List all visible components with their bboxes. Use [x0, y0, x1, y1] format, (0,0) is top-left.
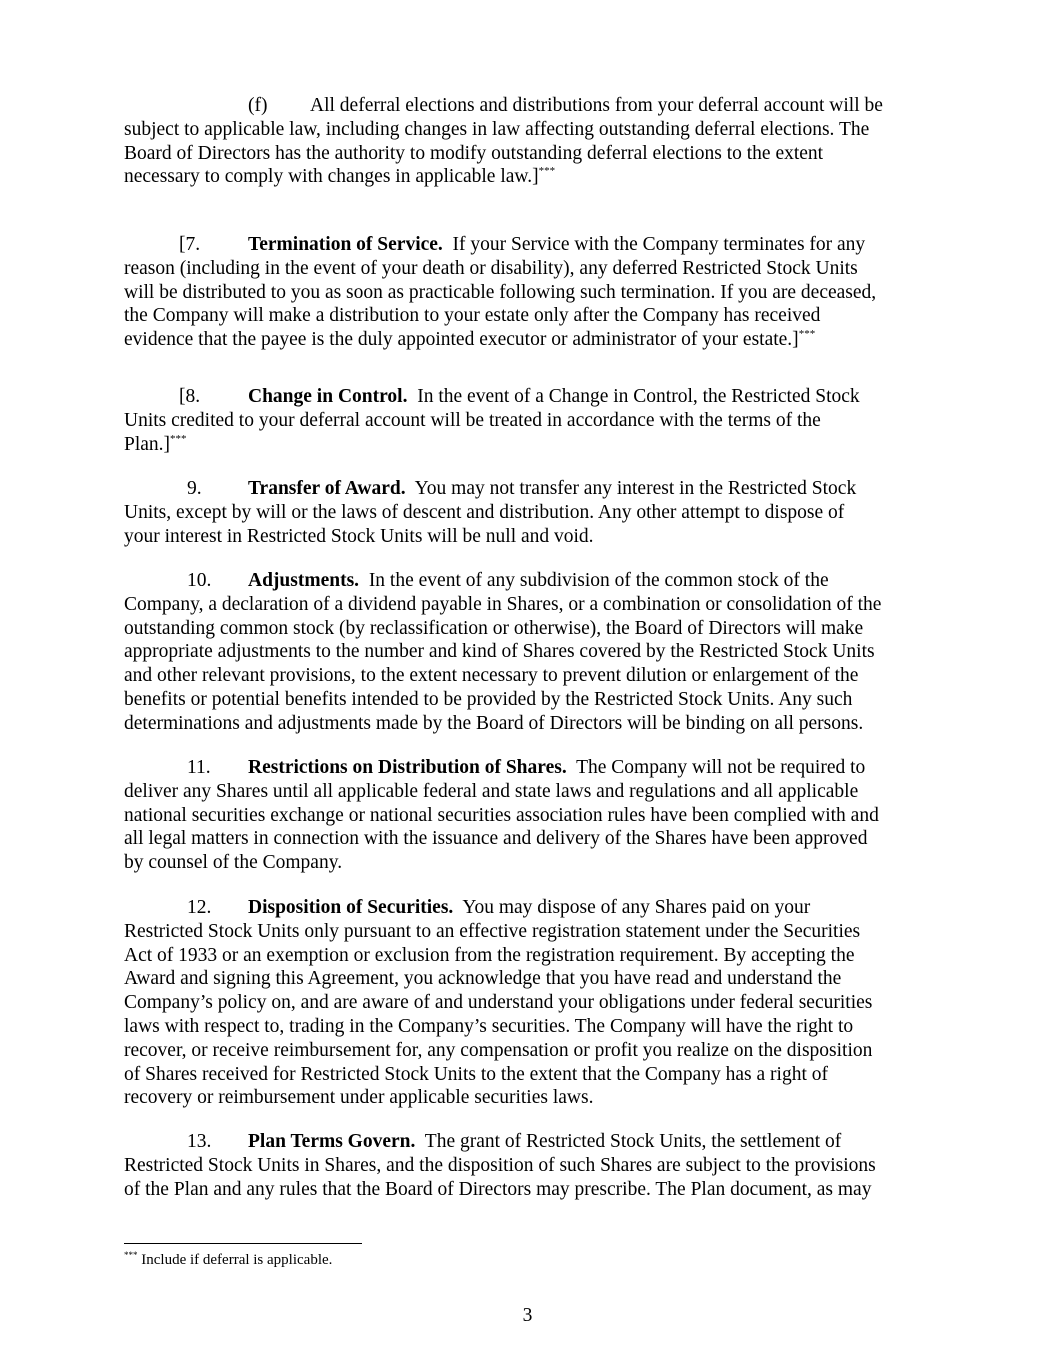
footnote-reference: ***	[538, 165, 556, 178]
paragraph-f: (f) All deferral elections and distributions from your deferral account will be subject to applicable law, including changes in law affecting outstanding deferral elections. The Board of Directors has the authority to modify outstanding deferral elections to the extent necessary to comply with changes in applicable law.]***	[124, 94, 934, 189]
section-number: 11.	[187, 757, 211, 778]
footnote-text: Include if deferral is applicable.	[141, 1252, 333, 1268]
footnote-divider	[124, 1243, 362, 1244]
section-9: 9. Transfer of Award. You may not transfer any interest in the Restricted Stock Units, except by will or the laws of descent and distribution. Any other attempt to dispose of your interest in Restricted Stock Units will be null and void.	[124, 478, 857, 547]
page-number: 3	[522, 1305, 533, 1326]
footnote-mark: ***	[124, 1250, 138, 1260]
section-heading: Termination of Service.	[248, 234, 443, 255]
section-heading: Transfer of Award.	[248, 478, 406, 499]
section-13: 13. Plan Terms Govern. The grant of Restricted Stock Units, the settlement of Restricted Stock Units in Shares, and the disposition of such Shares are subject to the provisions of the Plan and any rules that the Board of Directors may prescribe. The Plan document, as may	[124, 1131, 876, 1200]
footnote	[124, 1250, 332, 1270]
section-11: 11. Restrictions on Distribution of Shares. The Company will not be required to deliver any Shares until all applicable federal and state laws and regulations and all applicable national securities exchange or national securities association rules have been complied with and all legal matters in connection with the issuance and delivery of the Shares have been approved by counsel of the Company.	[124, 757, 879, 874]
section-heading: Plan Terms Govern.	[248, 1131, 416, 1152]
section-10: 10. Adjustments. In the event of any subdivision of the common stock of the Company, a declaration of a dividend payable in Shares, or a combination or consolidation of the outstanding common stock (by reclassification or otherwise), the Board of Directors will make appropriate adjustments to the number and kind of Shares covered by the Restricted Stock Units and other relevant provisions, to the extent necessary to prevent dilution or enlargement of the benefits or potential benefits intended to be provided by the Restricted Stock Units. Any such determinations and adjustments made by the Board of Directors will be binding on all persons.	[124, 570, 882, 734]
section-heading: Disposition of Securities.	[248, 897, 454, 918]
section-number: 9.	[187, 478, 202, 499]
section-7: [7. Termination of Service. If your Service with the Company terminates for any reason (including in the event of your death or disability), any deferred Restricted Stock Units will be distributed to you as soon as practicable following such termination. If you are deceased, the Company will make a distribution to your estate only after the Company has received evidence that the payee is the duly appointed executor or administrator of your estate.]***	[124, 234, 877, 351]
section-12: 12. Disposition of Securities. You may dispose of any Shares paid on your Restricted Stock Units only pursuant to an effective registration statement under the Securities Act of 1933 or an exemption or exclusion from the registration requirement. By accepting the Award and signing this Agreement, you acknowledge that you have read and understand the Company’s policy on, and are aware of and understand your obligations under federal securities laws with respect to, trading in the Company’s securities. The Company will have the right to recover, or receive reimbursement for, any compensation or profit you realize on the disposition of Shares received for Restricted Stock Units to the extent that the Company has a right of recovery or reimbursement under applicable securities laws.	[124, 897, 873, 1109]
section-number: 13.	[187, 1131, 212, 1152]
section-8: [8. Change in Control. In the event of a Change in Control, the Restricted Stock Units credited to your deferral account will be treated in accordance with the terms of the Plan.]***	[124, 386, 860, 455]
section-heading: Change in Control.	[248, 386, 408, 407]
para-label: (f)	[248, 95, 268, 116]
section-number: 12.	[187, 897, 212, 918]
section-number: 10.	[187, 570, 212, 591]
footnote-reference: ***	[170, 432, 187, 445]
section-number: [8.	[179, 386, 201, 407]
section-heading: Adjustments.	[248, 570, 360, 591]
para-first-line: (f) All deferral elections and distributions from your deferral account will be	[248, 95, 883, 116]
section-number: [7.	[179, 234, 201, 255]
footnote-reference: ***	[798, 328, 816, 341]
section-heading: Restrictions on Distribution of Shares.	[248, 757, 567, 778]
